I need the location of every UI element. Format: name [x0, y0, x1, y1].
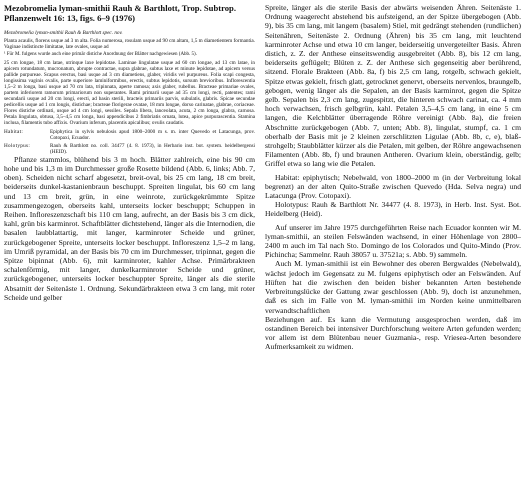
latin-rest-text: 25 cm longae, 18 cm latae, utrinque laxe lepidotae. Laminae lingulatae usque ad 60 cm longae, ad 13 cm latae, in apicem rotundatum, mucronatum, abrupte contractae, supra glabrae, subtus laxe et minute lepidotae, ad apicem versus pallide purpureae. Scapus erectus, basi usque ad 3 cm diametiens, glaber, viridis vel purpureus. Folia scapi congesta, longissima vaginis ovalis, parte superiore laminiformibus, erectis, subtus lepidotis, sursum brevioribus. Inflorescentia 1,5–2 m longa, basi usque ad 70 cm lata, tripinnata, aperte ramosa; axis glaber, rubellus. Bracteae primariae ovales, partem inferiorem ramorum primariorum non superantes. Rami primarii usque ad 35 cm longi, recti, patentes; rami secundarii usque ad 20 cm longi, erecti, ad basin sterili, bracteis primariis parvis, subulatis, glabris. Spicae secundae pedicellis usque ad 1 cm longis, distichae; bracteae florigerae ovatae, 18 mm longae, dorso carinatae, glabrae, coriaceae. Flores distiche ordinati, usque ad 4 cm longi, sessiles. Sepala libera, lanceolata, acuta, 2 cm longa, glabra, carnosa. Petala lingulata, obtusa, 3,5–4,5 cm longa, basi appendicibus 2 fimbriatis ornata, lutea, apice purpurascentia. Stamina inclusa, filamentis tubo affixis. Ovarium inferum, placentis apicalibus; ovulis caudatis. [4, 60, 255, 127]
left-column [4, 3, 255, 484]
habitat-value: Epiphytica in sylvis nebulosis apud 1800–2000 m s. m. inter Quevedo et Latacunga, prov. Cotopaxi, Ecuador. [50, 128, 255, 141]
species-title: Mezobromelia lyman-smithii Rauh & Barthlott, Trop. Subtrop. Pflanzenwelt 16: 13, figs. 6–9 (1976) [4, 3, 236, 24]
german-continued [265, 3, 521, 352]
right-column [265, 3, 521, 484]
holotype-german: Holotypus: Rauh & Barthlott Nr. 34477 (4. 8. 1973), in Herb. Inst. Syst. Bot. Heidelberg (Heid). [265, 200, 521, 219]
holotype-label: Holotypus: [4, 142, 31, 149]
german-top-paragraph: Spreite, länger als die sterile Basis der abwärts weisenden Ähren. Seitenäste 1. Ordnung waagerecht abstehend bis aufsteigend, an der Spitze übergebogen (Abb. 9), bis 35 cm lang, mit langem (basalem) Stiel, mit gedrängt stehenden (rundlichen) Seitenähren, Seitenäste 2. Ordnung (Ähren) bis 35 cm lang, mit leuchtend karminroter Achse und etwa 10 cm langer, beiderseitig unvergeteilter Basis. Ähren distich, z. Z. der Anthese einseitswendig ausgebreitet (Abb. 8), bis 12 cm lang, beiderseits geflügelt; Blüten z. Z. der Anthese sich gegenseitig aber berührend, sitzend. Florale Brakteen (Abb. 8a, f) bis 2,5 cm lang, rotgelb, schwach gekielt, Spitze etwas gekielt, frisch glatt, getrocknet genervt, oberseits nervenlos, braungelb, gebogen, wenig länger als die Sepalen, an der Basis karminrot, gegen die Spitze gelb. Sepalen bis 2,3 cm lang, zugespitzt, die hinteren schwach carinat, ca. 4 mm hoch verwachsen, frisch gelbgrün, kahl. Petalen 3,5–4,5 cm lang, in eine 5 cm langen, die Kelchblätter überragende Röhre vereinigt (Abb. 8a), die freien Abschnitte zurückgebogen (Abb. 7, unten; Abb. 8), lingulat, stumpf, ca. 1 cm oberhalb der Basis mit je 2 kleinen zerschlitzten Ligulae (Abb. 8b, c, e), blaß-strohgelb; Staubblätter kürzer als die Petalen, mit gelben, der Röhre angewachsenen Filamenten (Abb. 8b, f) und braunen Antheren. Ovarium klein, oberständig, gelb; Griffel etwa so lang wie die Petalen. [265, 3, 521, 169]
holotype-latin [4, 143, 255, 155]
latin-species-line: Mezobromelia lyman-smithii Rauh & Barthlott spec. nov. [4, 29, 123, 36]
ecology-paragraph: Auch M. lyman-smithii ist ein Bewohner des oberen Bergwaldes (Nebelwald), wächst jedoch im Gegensatz zu M. fulgens epiphytisch oder an Felswänden. Auf Hüften hat die zwischen den beiden bisher bekannten Arten bestehende Verbreitungslücke der Gattung zwar geschlossen (Abb. 9), doch ist anzunehmen, daß es sich im Falle von M. lyman-smithii im Norden keine unmittelbaren verwandtschaftlichen [265, 259, 521, 315]
german-description [4, 155, 255, 302]
habitat-german: Habitat: epiphytisch; Nebelwald, von 1800–2000 m (in der Verbreitung lokal begrenzt) an der alten Quito-Straße zwischen Quevedo (Hda. Selva negra) und Latacunga (Prov. Cotopaxi). [265, 172, 521, 201]
distribution-paragraph: Auf unserer im Jahre 1975 durchgeführten Reise nach Ecuador konnten wir M. lyman-smithii, an steilen Felswänden wachsend, in einer Höhenlage von 2800–2400 m auch im Tal nach Sto. Domingo de los Colorados und Quito-Mindo (Prov. Pichincha; Sammelnr. Rauh 38057 u. 37521a; s. Abb. 9) sammeln. [265, 222, 521, 260]
latin-body-text: Planta acaulis, florens usque ad 3 m alta. Folia numerosa, rosulam usque ad 90 cm altam, 1,5 m diametientem formantia. Vaginae indistincte limitatae, late ovales, usque ad [4, 37, 255, 50]
latin-diagnosis [4, 30, 255, 127]
german-paragraph: Pflanze stammlos, blühend bis 3 m hoch. Blätter zahlreich, eine bis 90 cm hohe und bis 1,3 m im Durchmesser große Rosette bildend (Abb. 6, links; Abb. 7, oben). Scheiden nicht scharf abgesetzt, breit-oval, bis 25 cm lang, 18 cm breit, beiderseits dunkel-kastanienbraun beschuppt. Spreiten lingulat, bis 60 cm lang und 13 cm breit, grün, in eine weinrote, zurückgekrümmte Spitze zusammengezogen, oberseits kahl, unterseits locker beschuppt; Schuppen in Reihen. Infloreszenzschaft bis 110 cm lang, aufrecht, an der Basis bis 3 cm dick, kahl, grün bis karminrot. Schaftblätter dichtstehend, länger als die Internodien, die basalen laubblattartig, mit langer, karminroter Scheide und grüner, zurückgebogener Spreite, unterseits locker beschuppt. Infloreszenz 1,5–2 m lang, im Umriß pyramidal, an der Basis bis 70 cm im Durchmesser, tripinnat, gegen die Spitze bipinnat (Abb. 6), mit karminroter, kahler Achse. Primärbrakteen schalenförmig, mit langer, dunkelkarminroter Scheide und grüner, zurückgebogener, unterseits locker beschuppter Spreite, länger als die sterile Absatnitt der Seitenäste 1. Ordnung. Sekundärbrakteen etwa 3 cm lang, mit roter Scheide und gelber [4, 154, 255, 302]
closing-paragraph: Beziehungen auf. Es kann die Vermutung ausgesprochen werden, daß im ostandinen Bereich bei intensiver Durchforschung weitere Arten gefunden werden; vor allem ist dem Blütenbau neuer Guzmania-, resp. Vriesea-Arten besondere Aufmerksamkeit zu widmen. [265, 314, 521, 352]
holotype-value: Rauh & Barthlott no. coll. 34477 (4. 8. 1973), in Herbario inst. bot. system. heidelbergensi (HEID). [50, 142, 255, 155]
footnote: ¹ Für M. fulgens wurde auch eine primär distiche Anordnung der Blätter nachgewiesen (Abb. 5). [4, 51, 197, 57]
habitat-label: Habitat: [4, 128, 24, 135]
habitat-latin [4, 129, 255, 141]
